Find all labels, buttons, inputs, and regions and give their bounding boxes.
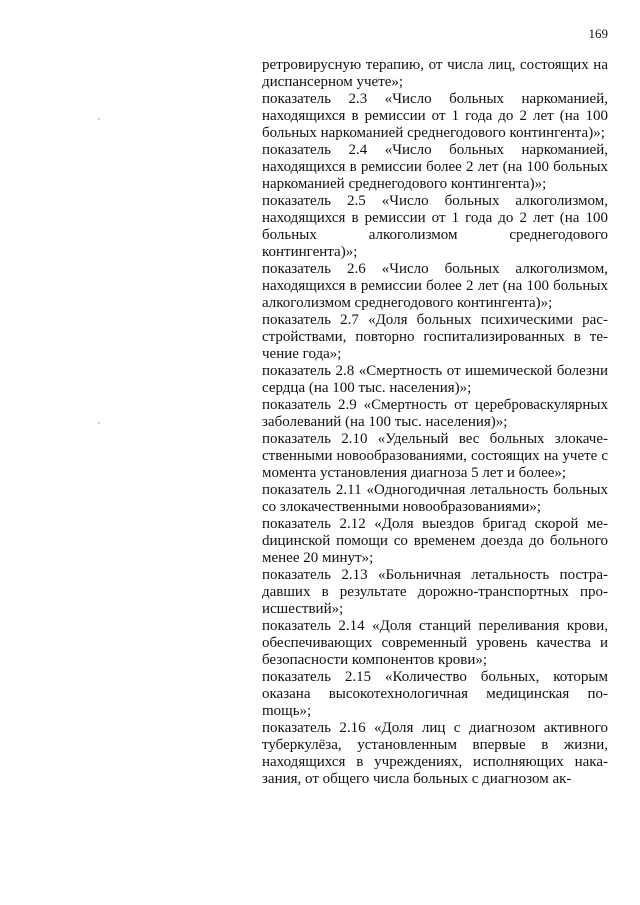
paragraph-indicator-2-16: показатель 2.16 «Доля лиц с диагнозом активного туберкулёза, установленным впервые в жизни, находящихся в учреждениях, исполняющих наказания, от общего числа больных с диагнозом ак-	[262, 720, 608, 787]
paragraph-indicator-2-12: показатель 2.12 «Доля выездов бригад скорой меdицинской помощи со временем доезда до больного менее 20 минут»;	[262, 516, 608, 566]
paragraph-indicator-2-14: показатель 2.14 «Доля станций переливания крови, обеспечивающих современный уровень качества и безопасности компонентов крови»;	[262, 618, 608, 668]
paragraph-indicator-2-9: показатель 2.9 «Смертность от цереброваскулярных заболеваний (на 100 тыс. населения)»;	[262, 397, 608, 430]
margin-dot	[98, 118, 100, 120]
paragraph-art-therapy-tail: ретровирусную терапию, от числа лиц, состоящих на диспансерном учете»;	[262, 57, 608, 90]
paragraph-indicator-2-13: показатель 2.13 «Больничная летальность пострадавших в результате дорожно-транспортных происшествий»;	[262, 567, 608, 617]
paragraph-indicator-2-15: показатель 2.15 «Количество больных, которым оказана высокотехнологичная медицинская поmощь»;	[262, 669, 608, 719]
paragraph-indicator-2-3: показатель 2.3 «Число больных наркоманией, находящихся в ремиссии от 1 года до 2 лет (на 100 больных наркоманией среднегодового контингента)»;	[262, 91, 608, 141]
page-number: 169	[588, 26, 608, 41]
paragraph-indicator-2-7: показатель 2.7 «Доля больных психическими расстройствами, повторно госпитализированных в течение года»;	[262, 312, 608, 362]
text-column	[262, 57, 608, 788]
margin-dot	[98, 422, 100, 424]
paragraph-indicator-2-4: показатель 2.4 «Число больных наркоманией, находящихся в ремиссии более 2 лет (на 100 больных наркоманией среднегодового контингента)»;	[262, 142, 608, 192]
paragraph-indicator-2-5: показатель 2.5 «Число больных алкоголизмом, находящихся в ремиссии от 1 года до 2 лет (на 100 больных алкоголизмом среднегодового контингента)»;	[262, 193, 608, 260]
paragraph-indicator-2-10: показатель 2.10 «Удельный вес больных злокачественными новообразованиями, состоящих на учете с момента установления диагноза 5 лет и более»;	[262, 431, 608, 481]
paragraph-indicator-2-6: показатель 2.6 «Число больных алкоголизмом, находящихся в ремиссии более 2 лет (на 100 больных алкоголизмом среднегодового контингента)»;	[262, 261, 608, 311]
paragraph-indicator-2-11: показатель 2.11 «Одногодичная летальность больных со злокачественными новообразованиями»;	[262, 482, 608, 515]
paragraph-indicator-2-8: показатель 2.8 «Смертность от ишемической болезни сердца (на 100 тыс. населения)»;	[262, 363, 608, 396]
